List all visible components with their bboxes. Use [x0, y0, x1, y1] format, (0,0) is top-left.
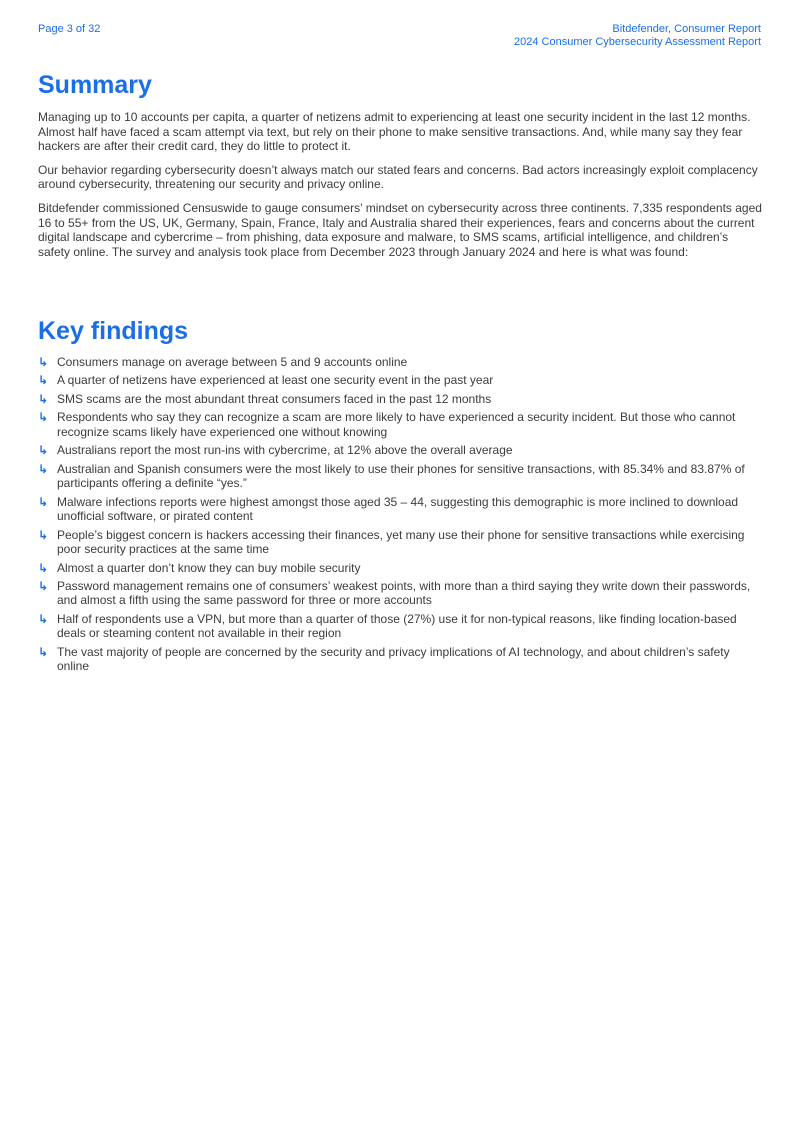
- key-finding-item: [38, 645, 763, 674]
- key-finding-text: Malware infections reports were highest amongst those aged 35 – 44, suggesting this demographic is more inclined to download unofficial software, or pirated content: [57, 494, 739, 524]
- summary-body: [38, 110, 763, 268]
- arrow-down-right-icon: ↳: [38, 527, 49, 542]
- key-finding-text: People’s biggest concern is hackers accessing their finances, yet many use their phone for sensitive transactions while exercising poor security practices at the same time: [57, 527, 745, 557]
- key-finding-text: Respondents who say they can recognize a scam are more likely to have experienced a security incident. But those who cannot recognize scams likely have experienced one without knowing: [57, 410, 736, 439]
- arrow-down-right-icon: ↳: [38, 410, 49, 425]
- summary-paragraph: Bitdefender commissioned Censuswide to gauge consumers’ mindset on cybersecurity across three continents. 7,335 respondents aged 16 to 55+ from the US, UK, Germany, Spain, France, Italy and Australia shared their experiences, fears and concerns about the current digital landscape and cybercrime – from phishing, data exposure and malware, to SMS scams, artificial intelligence, and children’s safety online. The survey and analysis took place from December 2023 through January 2024 and here is what was found:: [38, 200, 762, 259]
- arrow-down-right-icon: ↳: [38, 373, 49, 388]
- arrow-down-right-icon: ↳: [38, 355, 49, 369]
- arrow-down-right-icon: ↳: [38, 644, 49, 659]
- summary-paragraph: Our behavior regarding cybersecurity doesn’t always match our stated fears and concerns. Bad actors increasingly exploit complacency around cybersecurity, threatening our security and privacy online.: [38, 162, 758, 192]
- key-finding-text: Almost a quarter don’t know they can buy mobile security: [57, 560, 361, 575]
- key-finding-text: Australian and Spanish consumers were the most likely to use their phones for sensitive transactions, with 85.34% and 83.87% of participants offering a definite “yes.”: [57, 461, 745, 491]
- brand-line: Bitdefender, Consumer Report: [612, 23, 761, 35]
- report-title-line: 2024 Consumer Cybersecurity Assessment Report: [514, 36, 761, 48]
- key-finding-item: [38, 579, 763, 608]
- key-finding-text: Consumers manage on average between 5 and 9 accounts online: [57, 355, 408, 369]
- key-findings-heading: Key findings: [38, 317, 189, 345]
- summary-heading: Summary: [38, 71, 152, 99]
- key-finding-item: [38, 355, 763, 370]
- key-finding-text: The vast majority of people are concerned by the security and privacy implications of AI technology, and about children’s safety online: [57, 644, 730, 674]
- key-finding-item: [38, 410, 763, 439]
- key-finding-item: [38, 462, 763, 491]
- key-finding-text: SMS scams are the most abundant threat consumers faced in the past 12 months: [57, 391, 492, 406]
- key-finding-text: A quarter of netizens have experienced at least one security event in the past year: [57, 373, 494, 388]
- arrow-down-right-icon: ↳: [38, 560, 49, 575]
- summary-paragraph: Managing up to 10 accounts per capita, a quarter of netizens admit to experiencing at least one security incident in the last 12 months. Almost half have faced a scam attempt via text, but rely on their phone to make sensitive transactions. And, while many say they fear hackers are after their credit card, they do little to protect it.: [38, 110, 751, 154]
- key-finding-item: [38, 443, 763, 458]
- arrow-down-right-icon: ↳: [38, 611, 49, 626]
- key-finding-item: [38, 612, 763, 641]
- arrow-down-right-icon: ↳: [38, 391, 49, 406]
- page-number: Page 3 of 32: [38, 23, 101, 35]
- key-finding-text: Password management remains one of consumers’ weakest points, with more than a third saying they write down their passwords, and almost a fifth using the same password for three or more accounts: [57, 578, 751, 608]
- key-finding-item: [38, 561, 763, 576]
- key-finding-text: Half of respondents use a VPN, but more than a quarter of those (27%) use it for non-typical reasons, like finding location-based deals or steaming content not available in their region: [57, 611, 737, 641]
- arrow-down-right-icon: ↳: [38, 443, 49, 458]
- key-finding-item: [38, 392, 763, 407]
- report-header: [514, 23, 761, 49]
- key-finding-item: [38, 373, 763, 388]
- key-finding-item: [38, 495, 763, 524]
- arrow-down-right-icon: ↳: [38, 578, 49, 593]
- key-finding-item: [38, 528, 763, 557]
- key-findings-list: [38, 355, 763, 678]
- arrow-down-right-icon: ↳: [38, 494, 49, 509]
- arrow-down-right-icon: ↳: [38, 461, 49, 476]
- key-finding-text: Australians report the most run-ins with cybercrime, at 12% above the overall average: [57, 443, 513, 458]
